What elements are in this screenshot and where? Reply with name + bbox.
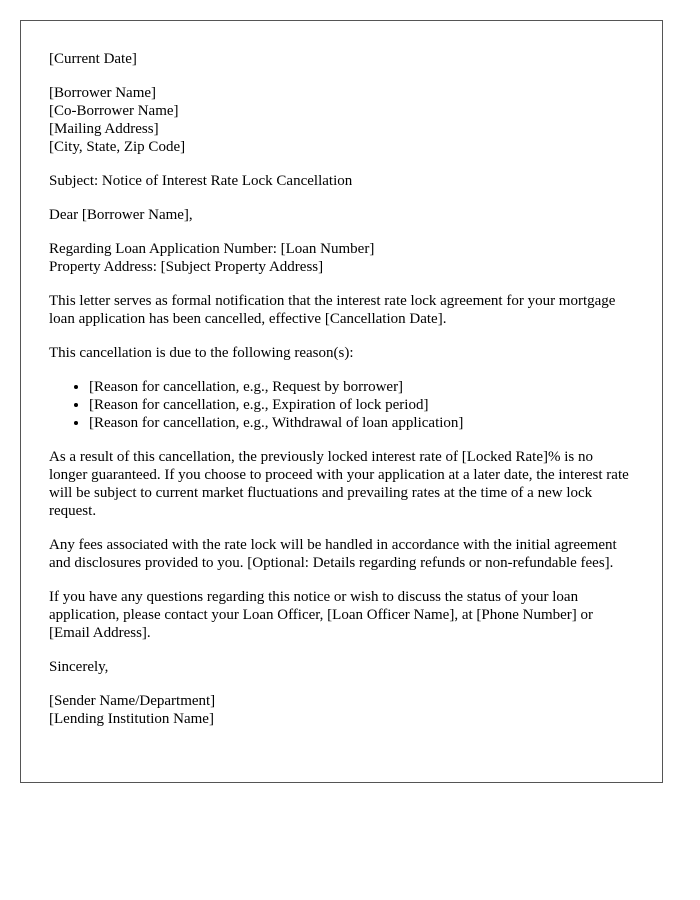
borrower-name: [Borrower Name] <box>49 85 157 101</box>
recipient-block <box>49 84 634 156</box>
contact-paragraph: If you have any questions regarding this notice or wish to discuss the status of your loan application, please contact your Loan Officer, [Loan Officer Name], at [Phone Number] or [Email Address]. <box>49 589 594 641</box>
mailing-address: [Mailing Address] <box>49 121 159 137</box>
sender-name: [Sender Name/Department] <box>49 693 216 709</box>
property-address: Property Address: [Subject Property Address] <box>49 259 324 275</box>
reasons-intro: This cancellation is due to the following reason(s): <box>49 345 354 361</box>
city-state-zip: [City, State, Zip Code] <box>49 139 186 155</box>
subject: Subject: Notice of Interest Rate Lock Cancellation <box>49 173 353 189</box>
fees-paragraph: Any fees associated with the rate lock will be handled in accordance with the initial agreement and disclosures provided to you. [Optional: Details regarding refunds or non-refundable fees]. <box>49 537 617 571</box>
institution-name: [Lending Institution Name] <box>49 711 214 727</box>
salutation: Dear [Borrower Name], <box>49 207 193 223</box>
date: [Current Date] <box>49 51 137 67</box>
list-item: • [Reason for cancellation, e.g., Withdrawal of loan application] <box>89 414 634 432</box>
reasons-list <box>49 378 634 432</box>
letter <box>20 20 663 783</box>
rate-paragraph: As a result of this cancellation, the previously locked interest rate of [Locked Rate]% is no longer guaranteed. If you choose to proceed with your application at a later date, the interest rate will be subject to current market fluctuations and prevailing rates at the time of a new lock request. <box>49 449 629 519</box>
signature-block <box>49 692 634 728</box>
list-item: • [Reason for cancellation, e.g., Request by borrower] <box>89 378 634 396</box>
co-borrower-name: [Co-Borrower Name] <box>49 103 179 119</box>
reference-block <box>49 240 634 276</box>
loan-number: Regarding Loan Application Number: [Loan Number] <box>49 241 375 257</box>
closing: Sincerely, <box>49 659 109 675</box>
notification-paragraph: This letter serves as formal notification that the interest rate lock agreement for your mortgage loan application has been cancelled, effective [Cancellation Date]. <box>49 293 616 327</box>
list-item: • [Reason for cancellation, e.g., Expiration of lock period] <box>89 396 634 414</box>
